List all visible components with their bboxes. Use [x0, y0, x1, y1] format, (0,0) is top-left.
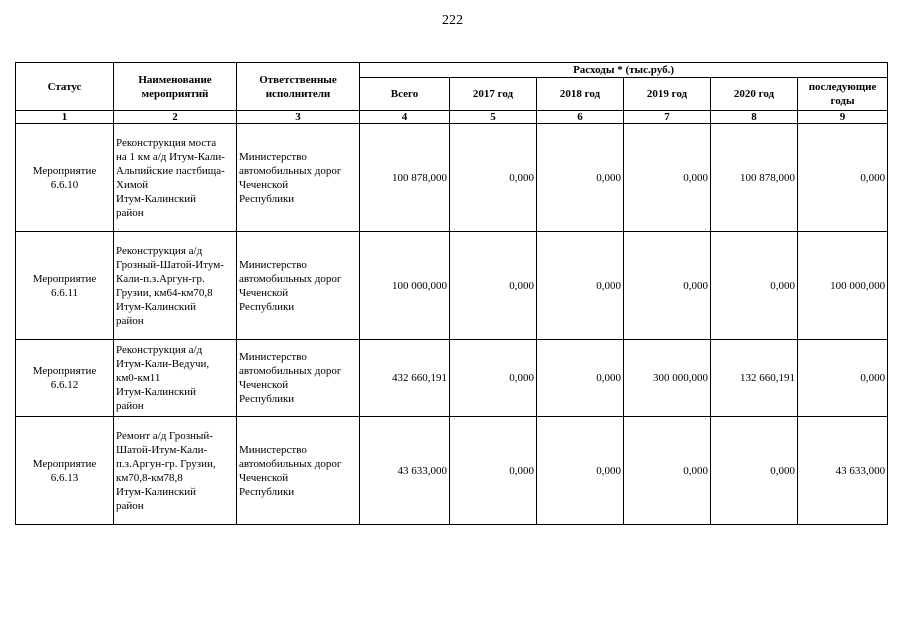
- row-2020: 100 878,000: [711, 124, 798, 232]
- header-executors: Ответственные исполнители: [237, 63, 360, 111]
- header-expenses: Расходы * (тыс.руб.): [360, 63, 888, 78]
- row-2020: 132 660,191: [711, 340, 798, 417]
- row-2017: 0,000: [450, 124, 537, 232]
- row-executor: Министерство автомобильных дорог Чеченской Республики: [237, 124, 360, 232]
- page-number: 222: [442, 13, 463, 28]
- col-number: 9: [798, 111, 888, 124]
- col-number: 2: [114, 111, 237, 124]
- header-later: последующие годы: [798, 78, 888, 111]
- table-row: [16, 340, 888, 417]
- row-total: 100 878,000: [360, 124, 450, 232]
- col-number: 4: [360, 111, 450, 124]
- header-status: Статус: [16, 63, 114, 111]
- row-2020: 0,000: [711, 232, 798, 340]
- row-2018: 0,000: [537, 124, 624, 232]
- row-2019: 0,000: [624, 417, 711, 525]
- row-total: 43 633,000: [360, 417, 450, 525]
- col-number: 3: [237, 111, 360, 124]
- row-later: 0,000: [798, 340, 888, 417]
- row-2017: 0,000: [450, 340, 537, 417]
- row-total: 432 660,191: [360, 340, 450, 417]
- row-total: 100 000,000: [360, 232, 450, 340]
- row-executor: Министерство автомобильных дорог Чеченской Республики: [237, 340, 360, 417]
- row-executor: Министерство автомобильных дорог Чеченской Республики: [237, 232, 360, 340]
- row-executor: Министерство автомобильных дорог Чеченской Республики: [237, 417, 360, 525]
- row-later: 100 000,000: [798, 232, 888, 340]
- col-number: 1: [16, 111, 114, 124]
- row-2018: 0,000: [537, 417, 624, 525]
- header-2019: 2019 год: [624, 78, 711, 111]
- table-row: [16, 232, 888, 340]
- header-2018: 2018 год: [537, 78, 624, 111]
- col-number: 7: [624, 111, 711, 124]
- col-number: 6: [537, 111, 624, 124]
- row-later: 43 633,000: [798, 417, 888, 525]
- row-2019: 0,000: [624, 232, 711, 340]
- row-status: Мероприятие 6.6.13: [16, 417, 114, 525]
- row-status: Мероприятие 6.6.12: [16, 340, 114, 417]
- row-2017: 0,000: [450, 232, 537, 340]
- header-name: Наименование мероприятий: [114, 63, 237, 111]
- row-2019: 300 000,000: [624, 340, 711, 417]
- row-2018: 0,000: [537, 340, 624, 417]
- row-2019: 0,000: [624, 124, 711, 232]
- header-2017: 2017 год: [450, 78, 537, 111]
- row-name: Реконструкция а/д Грозный-Шатой-Итум- Кали-п.з.Аргун-гр. Грузии, км64-км70,8 Итум-Калинский район: [114, 232, 237, 340]
- row-2020: 0,000: [711, 417, 798, 525]
- row-later: 0,000: [798, 124, 888, 232]
- row-status: Мероприятие 6.6.10: [16, 124, 114, 232]
- row-name: Реконструкция а/д Итум-Кали-Ведучи, км0-км11 Итум-Калинский район: [114, 340, 237, 417]
- col-number: 8: [711, 111, 798, 124]
- row-2017: 0,000: [450, 417, 537, 525]
- col-number: 5: [450, 111, 537, 124]
- table-row: [16, 124, 888, 232]
- row-name: Реконструкция моста на 1 км а/д Итум-Кали- Альпийские пастбища- Химой Итум-Калинский район: [114, 124, 237, 232]
- row-2018: 0,000: [537, 232, 624, 340]
- row-name: Ремонт а/д Грозный- Шатой-Итум-Кали- п.з.Аргун-гр. Грузии, км70,8-км78,8 Итум-Калинский район: [114, 417, 237, 525]
- row-status: Мероприятие 6.6.11: [16, 232, 114, 340]
- header-total: Всего: [360, 78, 450, 111]
- header-2020: 2020 год: [711, 78, 798, 111]
- table-row: [16, 417, 888, 525]
- expenses-table: [15, 62, 888, 525]
